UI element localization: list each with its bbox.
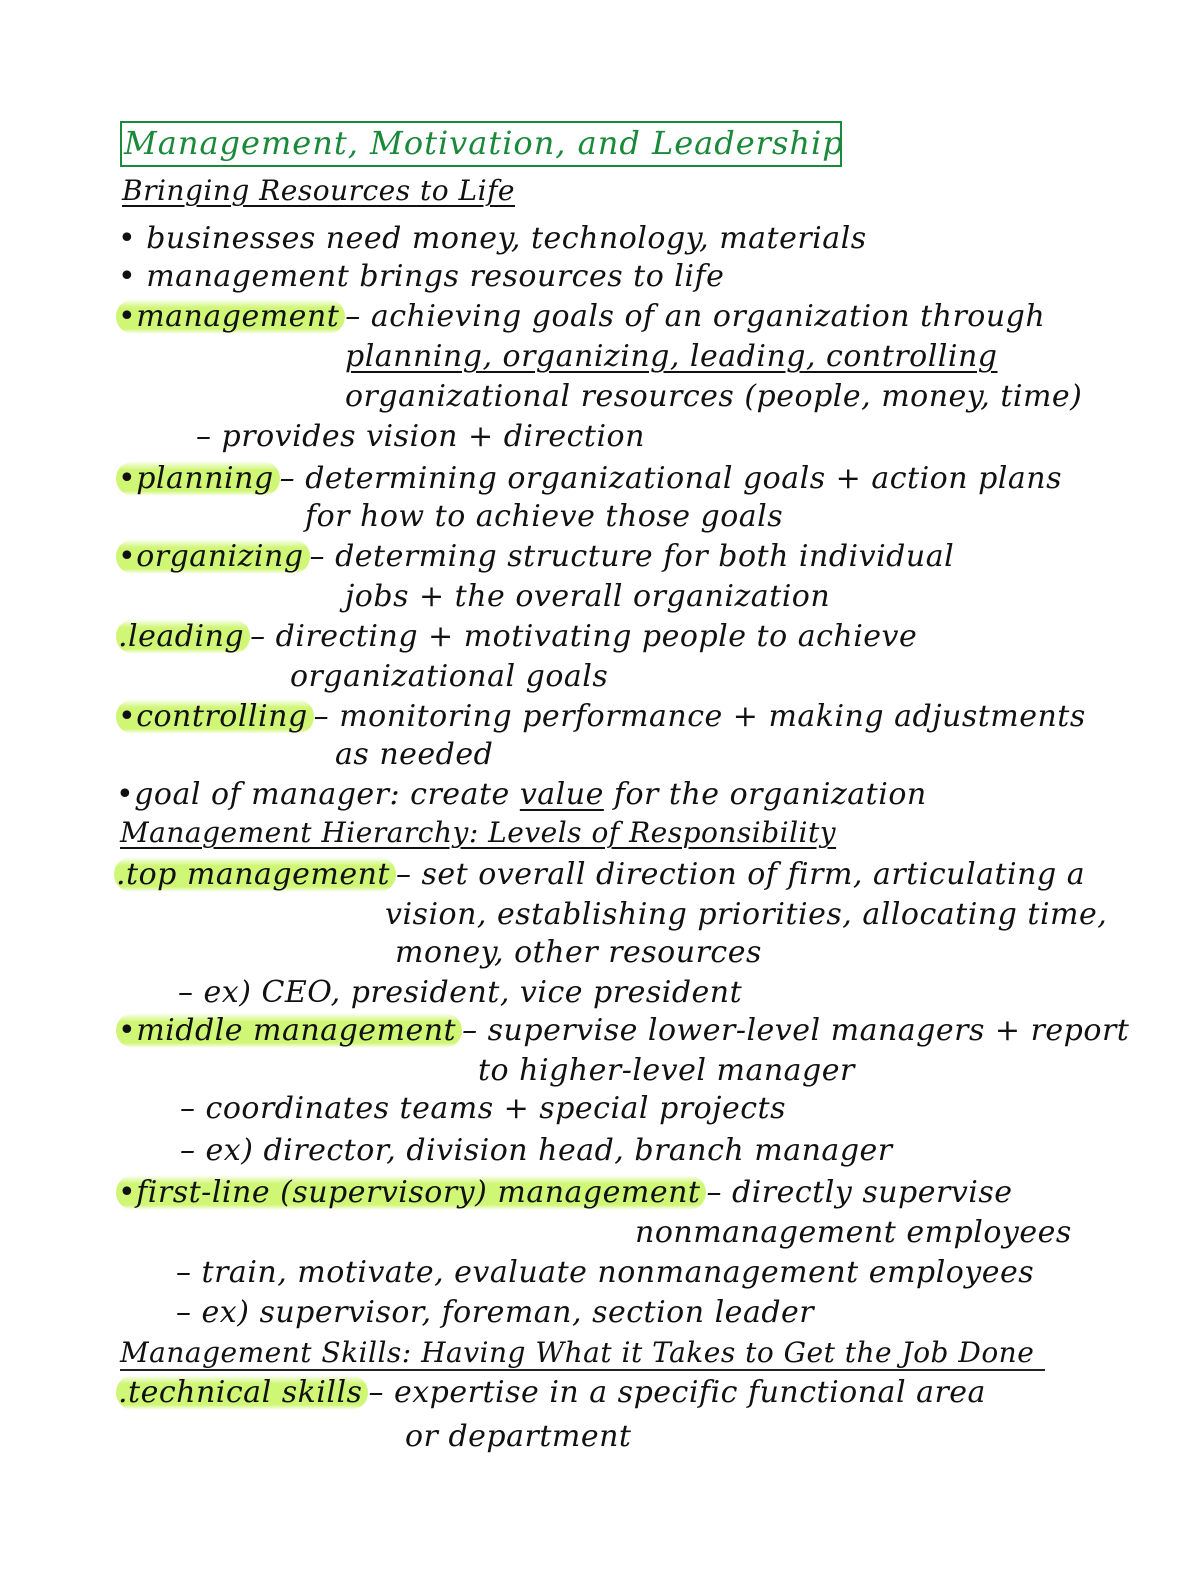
note-line: • businesses need money, technology, materials bbox=[118, 221, 867, 256]
highlighted-term: •planning bbox=[116, 461, 280, 496]
definition-row bbox=[116, 698, 1086, 736]
definition-row bbox=[116, 1174, 1013, 1212]
definition-continuation: vision, establishing priorities, allocating time, bbox=[385, 897, 1108, 932]
definition-continuation: organizational resources (people, money, time) bbox=[345, 379, 1083, 414]
definition-continuation: organizational goals bbox=[290, 659, 609, 694]
definition-text: – directly supervise bbox=[706, 1175, 1013, 1210]
example-line: – ex) director, division head, branch manager bbox=[180, 1133, 893, 1168]
definition-continuation: as needed bbox=[335, 737, 494, 772]
example-line: – ex) CEO, president, vice president bbox=[178, 975, 743, 1010]
example-line: – ex) supervisor, foreman, section leader bbox=[176, 1295, 815, 1330]
sub-point: – train, motivate, evaluate nonmanagement employees bbox=[176, 1255, 1035, 1290]
definition-row bbox=[116, 298, 1045, 336]
definition-row bbox=[114, 856, 1085, 894]
definition-row bbox=[116, 1012, 1129, 1050]
sub-point: – coordinates teams + special projects bbox=[180, 1091, 786, 1126]
definition-continuation: money, other resources bbox=[395, 935, 762, 970]
highlighted-term: •controlling bbox=[116, 699, 314, 734]
definition-text: – monitoring performance + making adjustments bbox=[313, 699, 1086, 734]
highlighted-term: •first-line (supervisory) management bbox=[116, 1175, 706, 1210]
definition-continuation: or department bbox=[405, 1419, 632, 1454]
goal-value: value bbox=[519, 777, 604, 812]
definition-text: – directing + motivating people to achieve bbox=[250, 619, 918, 654]
definition-text: – expertise in a specific functional area bbox=[368, 1375, 986, 1410]
definition-continuation: to higher-level manager bbox=[478, 1053, 855, 1088]
definition-row bbox=[116, 460, 1062, 498]
goal-line bbox=[116, 776, 927, 814]
definition-row bbox=[116, 1374, 986, 1412]
section-heading: Bringing Resources to Life bbox=[122, 174, 515, 207]
definition-continuation: nonmanagement employees bbox=[635, 1215, 1072, 1250]
heading-rule bbox=[120, 1369, 1045, 1371]
definition-text: – achieving goals of an organization through bbox=[345, 299, 1046, 334]
section-heading: Management Hierarchy: Levels of Responsibility bbox=[120, 816, 837, 849]
page-title: Management, Motivation, and Leadership bbox=[124, 124, 844, 162]
goal-text: •goal of manager: create bbox=[116, 777, 510, 812]
definition-continuation: jobs + the overall organization bbox=[345, 579, 831, 614]
highlighted-term: •management bbox=[116, 299, 345, 334]
sub-point: – provides vision + direction bbox=[196, 419, 645, 454]
definition-row bbox=[116, 618, 917, 656]
note-line: • management brings resources to life bbox=[118, 259, 725, 294]
section-heading: Management Skills: Having What it Takes to Get the Job Done bbox=[120, 1336, 1035, 1369]
highlighted-term: .top management bbox=[114, 857, 396, 892]
definition-text: – set overall direction of firm, articulating a bbox=[395, 857, 1086, 892]
definition-text: – determing structure for both individual bbox=[309, 539, 955, 574]
highlighted-term: .technical skills bbox=[116, 1375, 368, 1410]
goal-text-end: for the organization bbox=[613, 777, 927, 812]
definition-text: – determining organizational goals + action plans bbox=[279, 461, 1062, 496]
definition-text: – supervise lower-level managers + report bbox=[462, 1013, 1130, 1048]
highlighted-term: •organizing bbox=[116, 539, 310, 574]
definition-continuation: for how to achieve those goals bbox=[305, 499, 784, 534]
highlighted-term: •middle management bbox=[116, 1013, 462, 1048]
definition-continuation: planning, organizing, leading, controlling bbox=[345, 339, 998, 374]
definition-row bbox=[116, 538, 954, 576]
highlighted-term: .leading bbox=[116, 619, 250, 654]
